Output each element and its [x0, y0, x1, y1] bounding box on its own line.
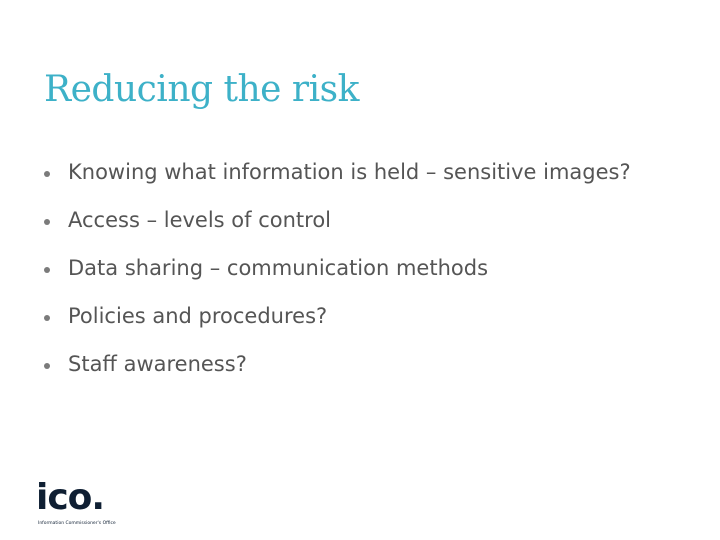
- logo-tagline: Information Commissioner's Office: [38, 521, 116, 526]
- bullet-text: Staff awareness?: [68, 352, 247, 376]
- bullet-item: [42, 302, 662, 331]
- slide-title: Reducing the risk: [44, 69, 359, 110]
- bullet-item: [42, 254, 662, 283]
- bullet-dot-icon: [44, 315, 50, 321]
- logo-wordmark: ico.: [36, 477, 105, 518]
- bullet-text: Policies and procedures?: [68, 304, 328, 328]
- bullet-text: Data sharing – communication methods: [68, 256, 489, 280]
- bullet-text: Knowing what information is held – sensitive images?: [68, 160, 631, 184]
- bullet-item: [42, 158, 662, 187]
- bullet-text: Access – levels of control: [68, 208, 332, 232]
- bullet-dot-icon: [44, 219, 50, 225]
- bullet-item: [42, 350, 662, 379]
- bullet-item: [42, 206, 662, 235]
- bullet-dot-icon: [44, 171, 50, 177]
- ico-logo: [36, 477, 116, 528]
- bullet-dot-icon: [44, 267, 50, 273]
- bullet-dot-icon: [44, 363, 50, 369]
- bullet-list: [42, 158, 662, 398]
